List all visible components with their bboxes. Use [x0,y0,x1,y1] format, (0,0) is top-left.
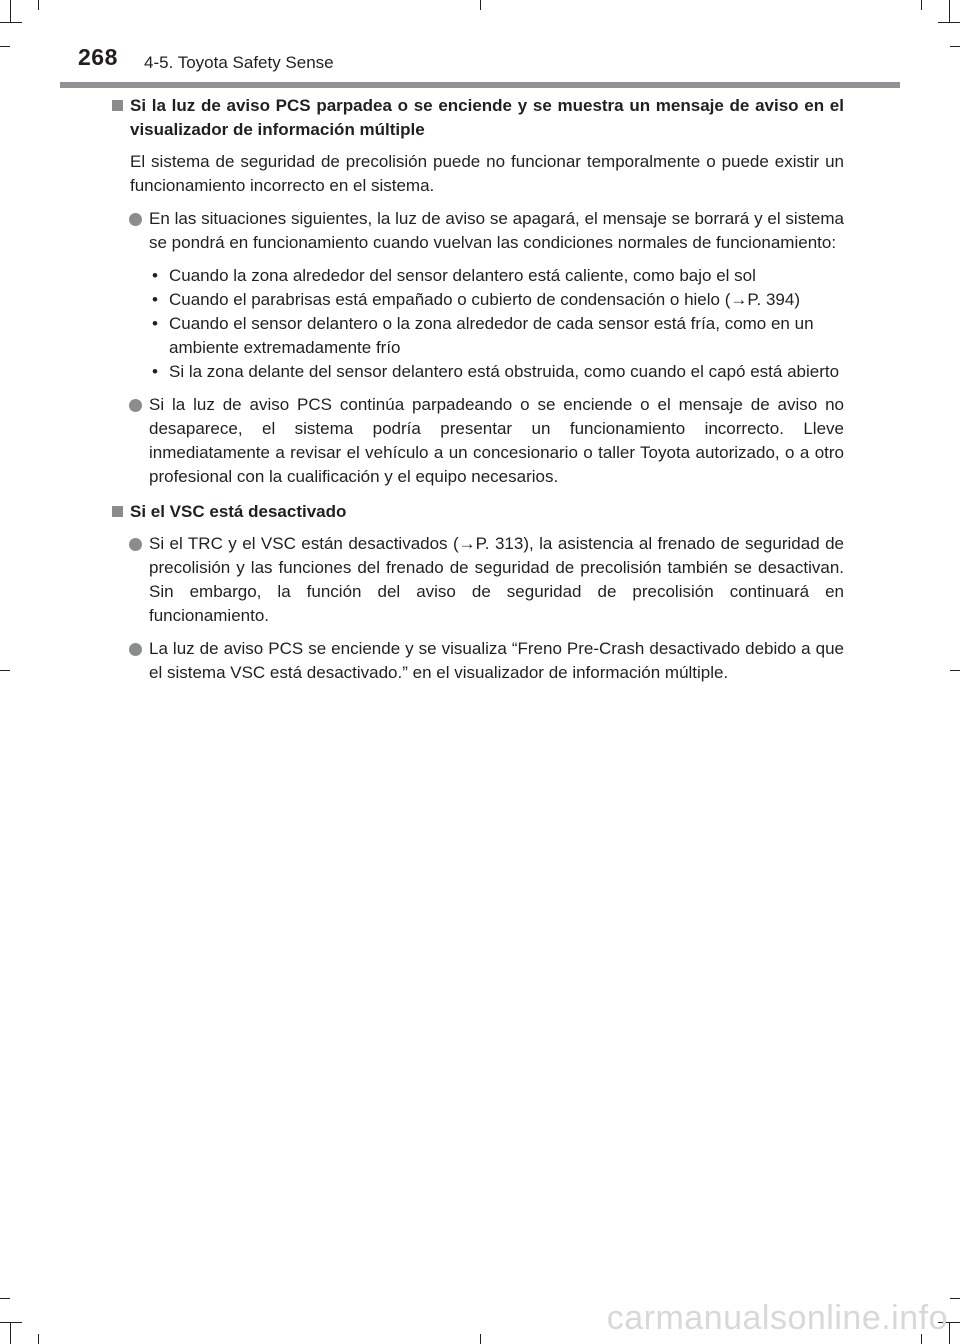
sub-list-item-text: Si la zona delante del sensor delantero está obstruida, como cuando el capó está abierto [169,362,840,381]
sub-list-item-text: Cuando el sensor delantero o la zona alrededor de cada sensor está fría, como en un ambiente extremadamente frío [169,314,814,357]
list-item [110,637,844,685]
list-item [110,207,844,255]
list-item-text: En las situaciones siguientes, la luz de aviso se apagará, el mensaje se borrará y el sistema se pondrá en funcionamiento cuando vuelvan las condiciones normales de funcionamiento: [149,209,844,252]
square-bullet-icon [112,100,123,111]
dot-bullet-icon: • [152,314,158,333]
sub-list-item [110,312,844,360]
list-item [110,532,844,628]
circle-bullet-icon [129,643,142,656]
dot-bullet-icon: • [152,290,158,309]
circle-bullet-icon [129,399,142,412]
list-item [110,393,844,489]
circle-bullet-icon [129,213,142,226]
section-heading-text: Si el VSC está desactivado [130,502,347,521]
dot-bullet-icon: • [152,362,158,381]
sub-list-item [110,264,844,288]
square-bullet-icon [112,506,123,517]
section-heading-vsc-off [110,500,844,524]
page-content [110,94,844,694]
dot-bullet-icon: • [152,266,158,285]
sub-list-item-text: Cuando la zona alrededor del sensor delantero está caliente, como bajo el sol [169,266,756,285]
header-rule [60,82,900,88]
circle-bullet-icon [129,538,142,551]
section-heading-text: Si la luz de aviso PCS parpadea o se enciende y se muestra un mensaje de aviso en el visualizador de información múltiple [130,96,844,139]
sub-list-item-text: Cuando el parabrisas está empañado o cubierto de condensación o hielo (→P. 394) [169,290,800,309]
section-title: 4-5. Toyota Safety Sense [144,53,334,72]
section-paragraph: El sistema de seguridad de precolisión puede no funcionar temporalmente o puede existir un funcionamiento incorrecto en el sistema. [130,152,844,195]
sub-list-item [110,288,844,312]
list-item-text: Si el TRC y el VSC están desactivados (→P. 313), la asistencia al frenado de seguridad de precolisión y las funciones del frenado de seguridad de precolisión también se desactivan. Sin embargo, la función del aviso de seguridad de precolisión continuará en funcionamiento. [149,534,844,625]
watermark: carmanualsonline.info [606,1299,948,1337]
list-item-text: La luz de aviso PCS se enciende y se visualiza “Freno Pre-Crash desactivado debido a que el sistema VSC está desactivado.” en el visualizador de información múltiple. [149,639,844,682]
sub-list [110,264,844,384]
sub-list-item [110,360,844,384]
section-heading-pcs-warning [110,94,844,142]
page-number: 268 [78,44,118,70]
list-item-text: Si la luz de aviso PCS continúa parpadeando o se enciende o el mensaje de aviso no desaparece, el sistema podría presentar un funcionamiento incorrecto. Lleve inmediatamente a revisar el vehículo a un concesionario o taller Toyota autorizado, o a otro profesional con la cualificación y el equipo necesarios. [149,395,844,486]
